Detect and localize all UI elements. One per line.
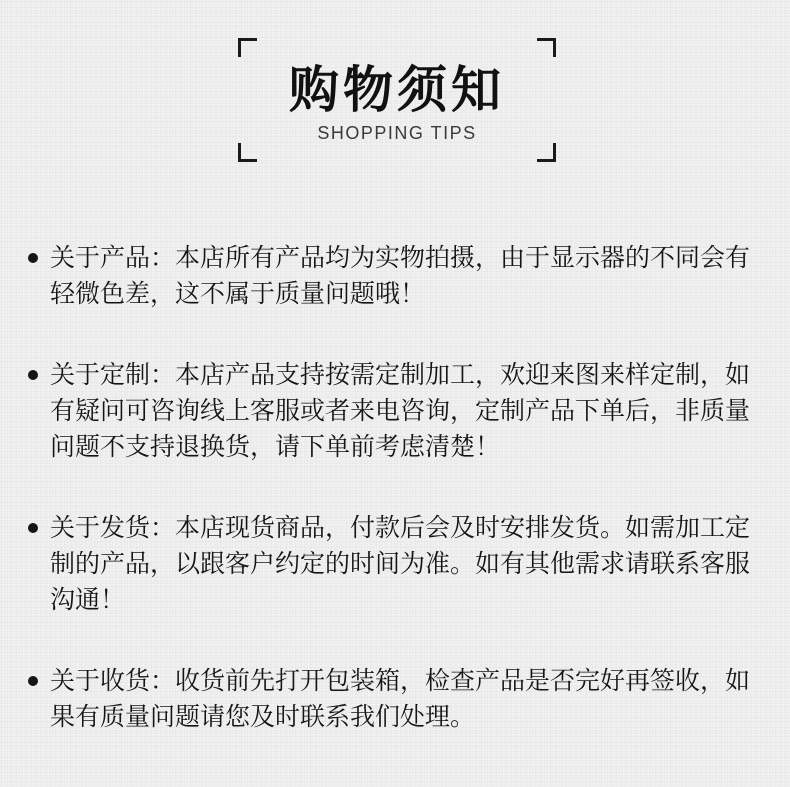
- tip-text: 关于产品：本店所有产品均为实物拍摄，由于显示器的不同会有轻微色差，这不属于质量问题哦！: [50, 243, 751, 308]
- bullet-dot-icon: [28, 253, 38, 263]
- tips-list: [28, 240, 768, 735]
- page-title: 购物须知: [289, 61, 505, 119]
- corner-bracket-bottom-left: [238, 143, 257, 162]
- tip-text: 关于定制：本店产品支持按需定制加工，欢迎来图来样定制，如有疑问可咨询线上客服或者来电咨询，定制产品下单后，非质量问题不支持退换货，请下单前考虑清楚！: [50, 360, 751, 461]
- corner-bracket-top-left: [238, 38, 257, 57]
- corner-bracket-top-right: [537, 38, 556, 57]
- tip-customization: [28, 357, 768, 465]
- tip-product: [28, 240, 768, 312]
- tip-shipping: [28, 510, 768, 618]
- header-frame: [238, 38, 556, 162]
- bullet-dot-icon: [28, 370, 38, 380]
- bullet-dot-icon: [28, 676, 38, 686]
- tip-text: 关于发货：本店现货商品，付款后会及时安排发货。如需加工定制的产品，以跟客户约定的时间为准。如有其他需求请联系客服沟通！: [50, 513, 751, 614]
- corner-bracket-bottom-right: [537, 143, 556, 162]
- bullet-dot-icon: [28, 523, 38, 533]
- tip-text: 关于收货：收货前先打开包装箱，检查产品是否完好再签收，如果有质量问题请您及时联系我们处理。: [50, 666, 751, 731]
- tip-receiving: [28, 663, 768, 735]
- page-subtitle: SHOPPING TIPS: [317, 123, 477, 143]
